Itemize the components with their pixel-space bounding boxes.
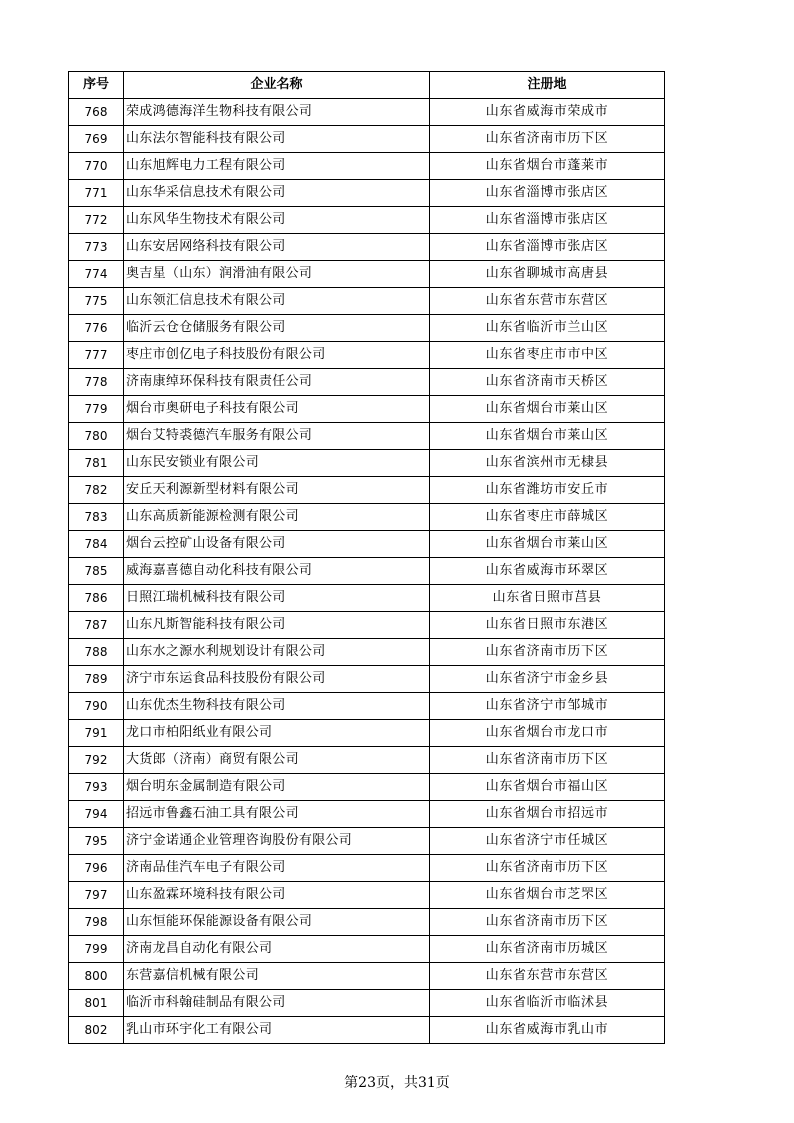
row-serial-number: 792 [69,747,124,774]
row-registered-region: 山东省临沂市兰山区 [430,315,665,342]
table-row [69,99,665,126]
row-company-name: 山东华采信息技术有限公司 [124,180,430,207]
row-serial-number: 772 [69,207,124,234]
row-serial-number: 800 [69,963,124,990]
table-row [69,1017,665,1044]
row-registered-region: 山东省济南市历下区 [430,126,665,153]
row-registered-region: 山东省日照市东港区 [430,612,665,639]
row-registered-region: 山东省枣庄市市中区 [430,342,665,369]
row-company-name: 临沂市科翰硅制品有限公司 [124,990,430,1017]
table-row [69,477,665,504]
row-serial-number: 782 [69,477,124,504]
row-registered-region: 山东省济宁市金乡县 [430,666,665,693]
row-company-name: 济南康绰环保科技有限责任公司 [124,369,430,396]
row-serial-number: 786 [69,585,124,612]
row-registered-region: 山东省聊城市高唐县 [430,261,665,288]
row-serial-number: 794 [69,801,124,828]
row-company-name: 山东优杰生物科技有限公司 [124,693,430,720]
row-serial-number: 801 [69,990,124,1017]
row-registered-region: 山东省滨州市无棣县 [430,450,665,477]
row-company-name: 龙口市柏阳纸业有限公司 [124,720,430,747]
table-row [69,207,665,234]
row-registered-region: 山东省济南市历下区 [430,639,665,666]
table-row [69,531,665,558]
row-registered-region: 山东省临沂市临沭县 [430,990,665,1017]
row-company-name: 荣成鸿德海洋生物科技有限公司 [124,99,430,126]
table-row [69,882,665,909]
row-serial-number: 791 [69,720,124,747]
row-registered-region: 山东省淄博市张店区 [430,234,665,261]
table-row [69,153,665,180]
row-company-name: 山东恒能环保能源设备有限公司 [124,909,430,936]
row-company-name: 山东盈霖环境科技有限公司 [124,882,430,909]
row-registered-region: 山东省潍坊市安丘市 [430,477,665,504]
row-company-name: 威海嘉喜德自动化科技有限公司 [124,558,430,585]
row-serial-number: 784 [69,531,124,558]
row-registered-region: 山东省威海市环翠区 [430,558,665,585]
table-body [69,99,665,1044]
row-company-name: 临沂云仓仓储服务有限公司 [124,315,430,342]
row-registered-region: 山东省烟台市莱山区 [430,396,665,423]
company-table [68,71,665,1044]
row-registered-region: 山东省淄博市张店区 [430,207,665,234]
table-row [69,423,665,450]
row-registered-region: 山东省威海市荣成市 [430,99,665,126]
row-company-name: 烟台云控矿山设备有限公司 [124,531,430,558]
table-row [69,288,665,315]
table-row [69,369,665,396]
row-company-name: 山东风华生物技术有限公司 [124,207,430,234]
header-registered-region: 注册地 [430,72,665,99]
row-registered-region: 山东省济宁市邹城市 [430,693,665,720]
row-registered-region: 山东省威海市乳山市 [430,1017,665,1044]
row-company-name: 山东水之源水利规划设计有限公司 [124,639,430,666]
row-serial-number: 776 [69,315,124,342]
row-company-name: 大货郎（济南）商贸有限公司 [124,747,430,774]
row-serial-number: 799 [69,936,124,963]
row-registered-region: 山东省烟台市福山区 [430,774,665,801]
row-registered-region: 山东省济南市历城区 [430,936,665,963]
row-company-name: 山东安居网络科技有限公司 [124,234,430,261]
table-row [69,828,665,855]
row-serial-number: 795 [69,828,124,855]
row-company-name: 山东凡斯智能科技有限公司 [124,612,430,639]
table-row [69,180,665,207]
table-row [69,774,665,801]
row-company-name: 烟台明东金属制造有限公司 [124,774,430,801]
table-row [69,342,665,369]
row-serial-number: 798 [69,909,124,936]
table-row [69,450,665,477]
table-row [69,666,665,693]
row-company-name: 奥吉星（山东）润滑油有限公司 [124,261,430,288]
row-company-name: 日照江瑞机械科技有限公司 [124,585,430,612]
table-row [69,801,665,828]
row-company-name: 山东民安锁业有限公司 [124,450,430,477]
page-number-footer: 第23页，共31页 [344,1075,450,1091]
row-serial-number: 768 [69,99,124,126]
table-row [69,909,665,936]
row-company-name: 济南龙昌自动化有限公司 [124,936,430,963]
table-row [69,747,665,774]
table-row [69,612,665,639]
row-company-name: 济宁市东运食品科技股份有限公司 [124,666,430,693]
row-company-name: 济南品佳汽车电子有限公司 [124,855,430,882]
row-registered-region: 山东省烟台市蓬莱市 [430,153,665,180]
row-serial-number: 778 [69,369,124,396]
table-row [69,936,665,963]
table-row [69,963,665,990]
table-row [69,639,665,666]
row-serial-number: 777 [69,342,124,369]
row-serial-number: 789 [69,666,124,693]
table-row [69,585,665,612]
table-row [69,558,665,585]
row-registered-region: 山东省济南市历下区 [430,909,665,936]
row-registered-region: 山东省济南市历下区 [430,747,665,774]
table-row [69,720,665,747]
row-registered-region: 山东省日照市莒县 [430,585,665,612]
row-serial-number: 780 [69,423,124,450]
row-company-name: 山东法尔智能科技有限公司 [124,126,430,153]
row-registered-region: 山东省烟台市招远市 [430,801,665,828]
row-serial-number: 797 [69,882,124,909]
row-serial-number: 769 [69,126,124,153]
row-serial-number: 793 [69,774,124,801]
row-registered-region: 山东省淄博市张店区 [430,180,665,207]
row-company-name: 烟台艾特裘德汽车服务有限公司 [124,423,430,450]
row-registered-region: 山东省东营市东营区 [430,288,665,315]
row-registered-region: 山东省枣庄市薛城区 [430,504,665,531]
row-registered-region: 山东省烟台市龙口市 [430,720,665,747]
row-serial-number: 775 [69,288,124,315]
row-serial-number: 781 [69,450,124,477]
row-registered-region: 山东省东营市东营区 [430,963,665,990]
table-row [69,396,665,423]
table-row [69,504,665,531]
row-registered-region: 山东省济南市历下区 [430,855,665,882]
row-company-name: 山东旭辉电力工程有限公司 [124,153,430,180]
row-serial-number: 783 [69,504,124,531]
row-registered-region: 山东省烟台市莱山区 [430,531,665,558]
row-serial-number: 802 [69,1017,124,1044]
row-company-name: 山东领汇信息技术有限公司 [124,288,430,315]
row-registered-region: 山东省烟台市莱山区 [430,423,665,450]
row-serial-number: 785 [69,558,124,585]
row-serial-number: 788 [69,639,124,666]
table-header-row [69,72,665,99]
row-registered-region: 山东省烟台市芝罘区 [430,882,665,909]
table-row [69,234,665,261]
row-company-name: 济宁金诺通企业管理咨询股份有限公司 [124,828,430,855]
header-serial-number: 序号 [69,72,124,99]
row-serial-number: 796 [69,855,124,882]
table-row [69,315,665,342]
table-row [69,693,665,720]
row-serial-number: 774 [69,261,124,288]
table-row [69,126,665,153]
row-registered-region: 山东省济南市天桥区 [430,369,665,396]
row-registered-region: 山东省济宁市任城区 [430,828,665,855]
row-serial-number: 770 [69,153,124,180]
row-serial-number: 787 [69,612,124,639]
row-serial-number: 779 [69,396,124,423]
row-serial-number: 773 [69,234,124,261]
row-serial-number: 790 [69,693,124,720]
row-company-name: 烟台市奥研电子科技有限公司 [124,396,430,423]
row-company-name: 乳山市环宇化工有限公司 [124,1017,430,1044]
row-company-name: 东营嘉信机械有限公司 [124,963,430,990]
row-company-name: 招远市鲁鑫石油工具有限公司 [124,801,430,828]
row-company-name: 枣庄市创亿电子科技股份有限公司 [124,342,430,369]
row-company-name: 安丘天利源新型材料有限公司 [124,477,430,504]
header-company-name: 企业名称 [124,72,430,99]
table-row [69,855,665,882]
table-row [69,261,665,288]
table-row [69,990,665,1017]
row-serial-number: 771 [69,180,124,207]
row-company-name: 山东高质新能源检测有限公司 [124,504,430,531]
